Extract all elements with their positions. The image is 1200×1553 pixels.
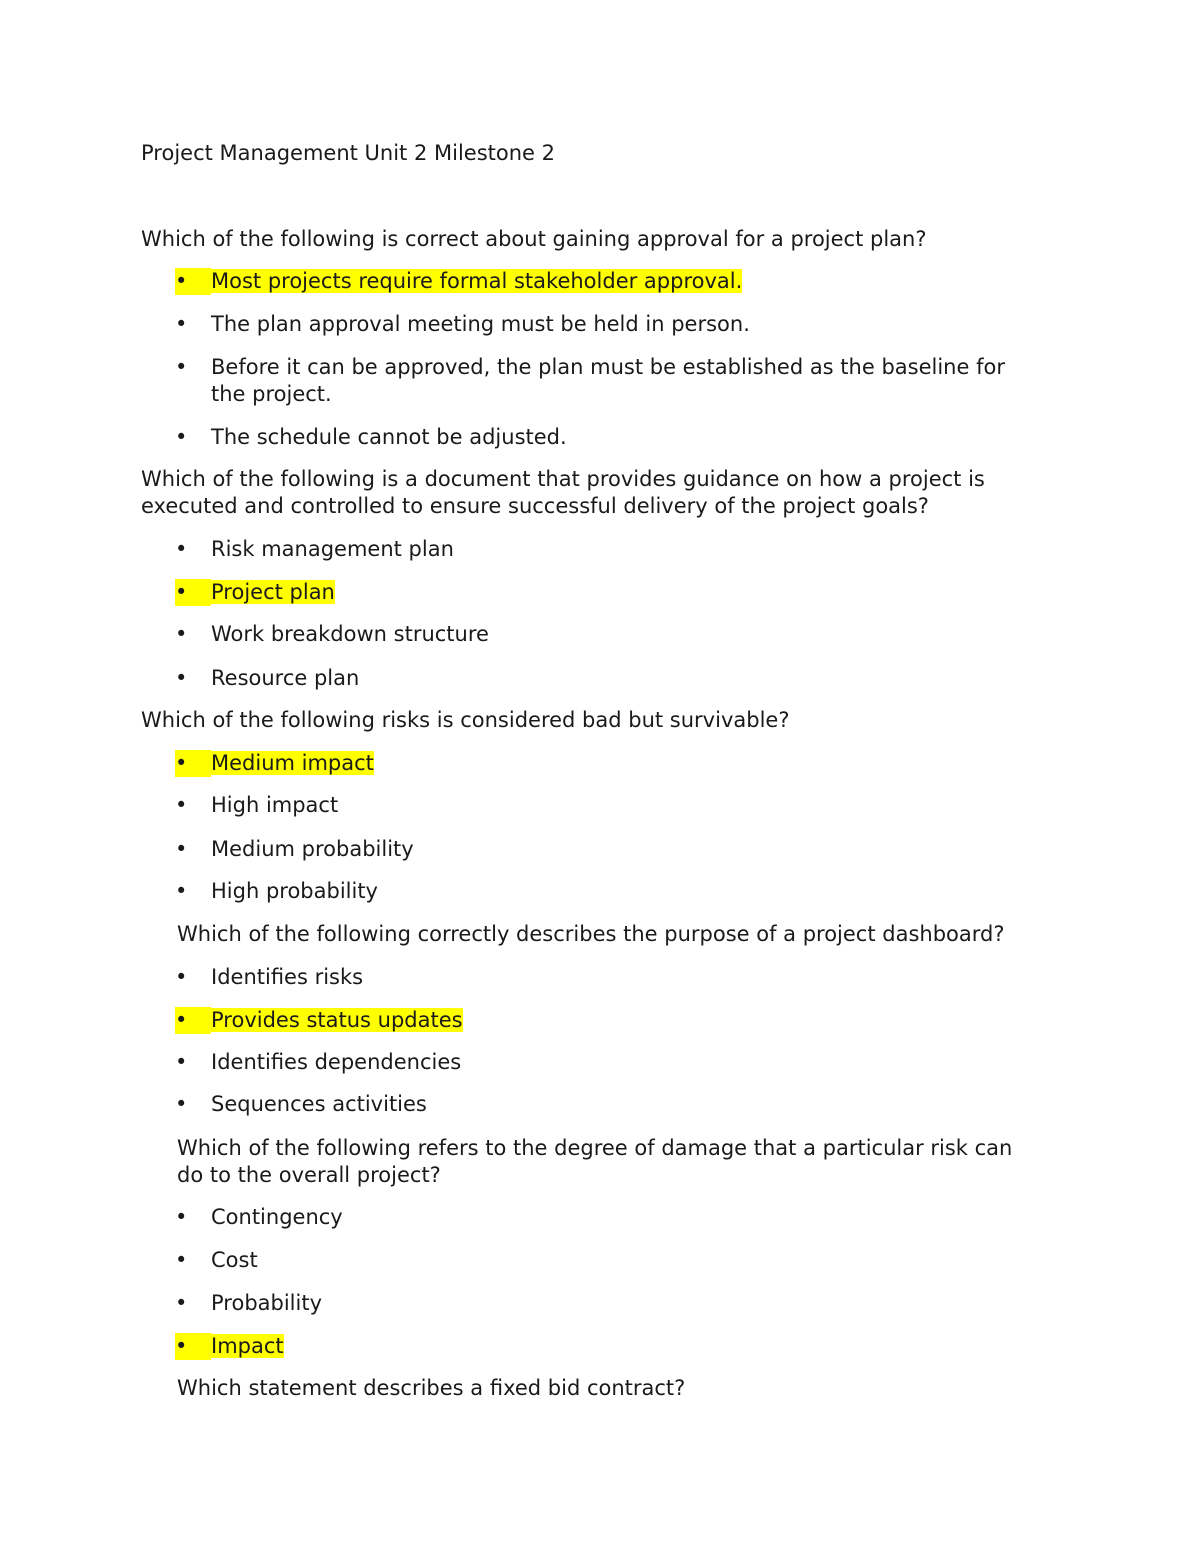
option-text: The schedule cannot be adjusted. bbox=[211, 425, 567, 449]
bullet-icon: • bbox=[175, 1248, 188, 1272]
option-text: Identifies dependencies bbox=[211, 1050, 462, 1074]
option-text: Risk management plan bbox=[211, 537, 454, 561]
bullet-icon: • bbox=[175, 579, 211, 606]
option-text: Identifies risks bbox=[211, 965, 364, 989]
answer-option-highlighted bbox=[175, 1333, 1005, 1360]
bullet-icon: • bbox=[175, 312, 188, 336]
answer-option bbox=[175, 1247, 1005, 1274]
bullet-icon: • bbox=[175, 355, 188, 379]
bullet-icon: • bbox=[175, 793, 188, 817]
bullet-icon: • bbox=[175, 1092, 188, 1116]
answer-option-highlighted bbox=[175, 1007, 1005, 1034]
answer-option bbox=[175, 792, 1005, 819]
bullet-icon: • bbox=[175, 425, 188, 449]
bullet-icon: • bbox=[175, 1333, 211, 1360]
answer-option bbox=[175, 964, 1005, 991]
option-text: Provides status updates bbox=[211, 1008, 463, 1032]
option-text: Most projects require formal stakeholder approval. bbox=[211, 269, 743, 293]
option-text: Probability bbox=[211, 1291, 323, 1315]
answer-option bbox=[175, 1290, 1005, 1317]
question-text: Which statement describes a fixed bid contract? bbox=[177, 1376, 686, 1400]
question-text: Which of the following correctly describes the purpose of a project dashboard? bbox=[177, 922, 1005, 946]
answer-option bbox=[175, 878, 1005, 905]
bullet-icon: • bbox=[175, 750, 211, 777]
option-text: Impact bbox=[211, 1334, 284, 1358]
answer-option-highlighted bbox=[175, 750, 1005, 777]
option-text: High impact bbox=[211, 793, 339, 817]
bullet-icon: • bbox=[175, 965, 188, 989]
answer-option bbox=[175, 1091, 1005, 1118]
answer-option bbox=[175, 1204, 1005, 1231]
option-text: Contingency bbox=[211, 1205, 343, 1229]
option-text: Cost bbox=[211, 1248, 258, 1272]
bullet-icon: • bbox=[175, 666, 188, 690]
answer-option bbox=[175, 536, 1005, 563]
answer-option bbox=[175, 1049, 1005, 1076]
bullet-icon: • bbox=[175, 837, 188, 861]
option-text: Medium impact bbox=[211, 751, 374, 775]
bullet-icon: • bbox=[175, 622, 188, 646]
bullet-icon: • bbox=[175, 1205, 188, 1229]
question-text: Which of the following risks is considered bad but survivable? bbox=[141, 708, 790, 732]
answer-option bbox=[175, 836, 1005, 863]
option-text: Work breakdown structure bbox=[211, 622, 489, 646]
answer-option-highlighted bbox=[175, 579, 1005, 606]
answer-option bbox=[175, 354, 1005, 408]
answer-option bbox=[175, 665, 1005, 692]
bullet-icon: • bbox=[175, 1050, 188, 1074]
bullet-icon: • bbox=[175, 1007, 211, 1034]
document-title: Project Management Unit 2 Milestone 2 bbox=[141, 141, 555, 165]
option-text: Project plan bbox=[211, 580, 335, 604]
answer-option bbox=[175, 311, 1005, 338]
answer-option-highlighted bbox=[175, 268, 1005, 295]
bullet-icon: • bbox=[175, 1291, 188, 1315]
question-text: Which of the following is a document that provides guidance on how a project is executed and controlled to ensure successful delivery of the project goals? bbox=[141, 467, 985, 518]
bullet-icon: • bbox=[175, 879, 188, 903]
option-text: Before it can be approved, the plan must be established as the baseline for the project. bbox=[211, 355, 1005, 406]
answer-option bbox=[175, 424, 1005, 451]
question-text: Which of the following refers to the degree of damage that a particular risk can do to the overall project? bbox=[177, 1136, 1013, 1187]
option-text: Resource plan bbox=[211, 666, 360, 690]
option-text: Sequences activities bbox=[211, 1092, 427, 1116]
answer-option bbox=[175, 621, 1005, 648]
bullet-icon: • bbox=[175, 537, 188, 561]
bullet-icon: • bbox=[175, 268, 211, 295]
option-text: High probability bbox=[211, 879, 378, 903]
question-text: Which of the following is correct about gaining approval for a project plan? bbox=[141, 227, 927, 251]
option-text: Medium probability bbox=[211, 837, 414, 861]
option-text: The plan approval meeting must be held in person. bbox=[211, 312, 750, 336]
